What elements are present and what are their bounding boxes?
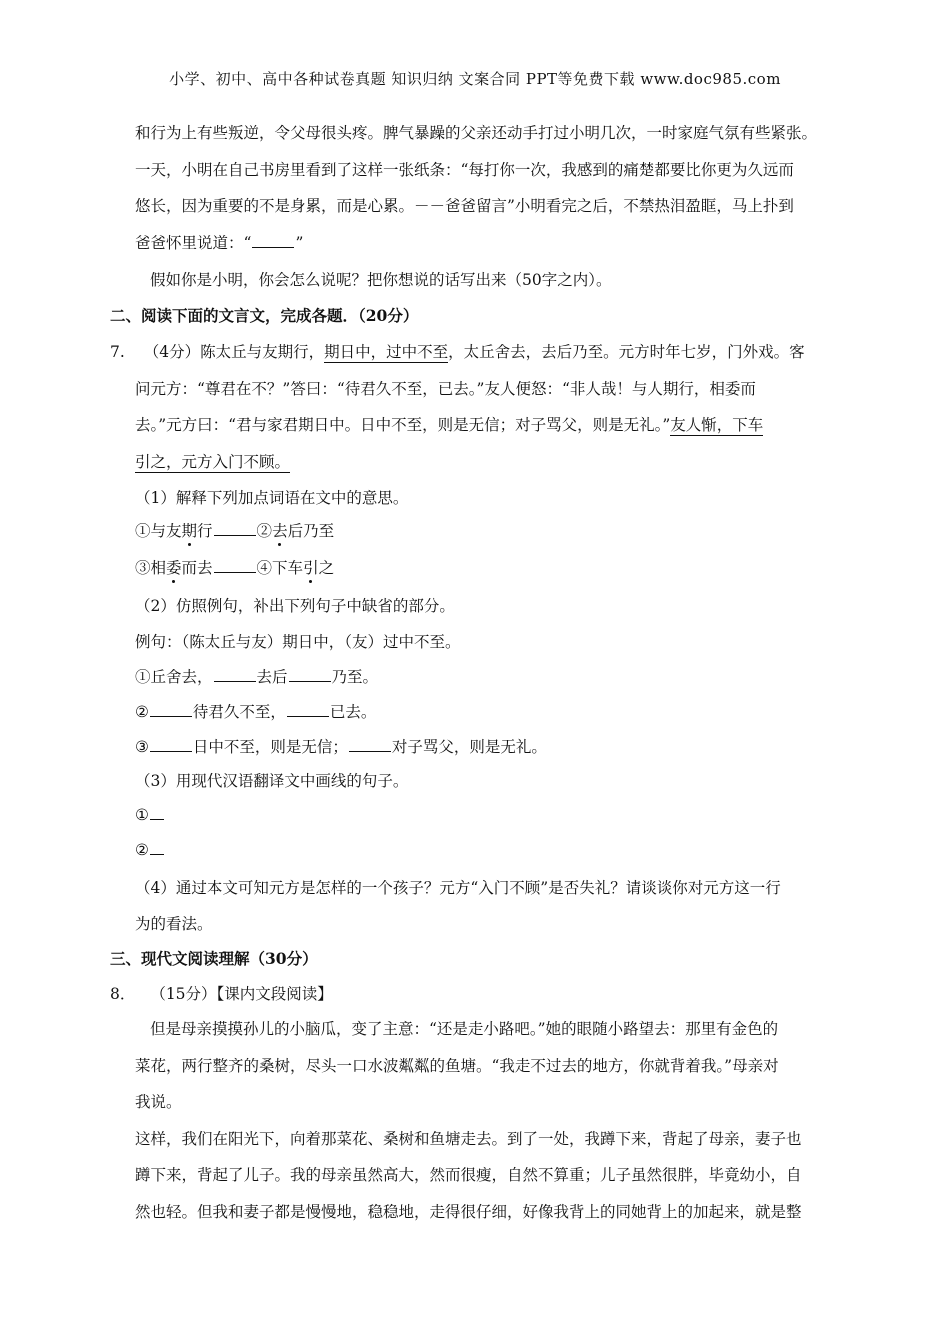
fill-3-c: 对子骂父，则是无礼。 bbox=[391, 738, 547, 756]
fill-1-blank-b[interactable] bbox=[289, 667, 331, 682]
fill-1-b: 去后 bbox=[256, 668, 288, 686]
q7-underlined-sentence-2b: 引之，元方入门不顾。 bbox=[135, 453, 291, 471]
page-header: 小学、初中、高中各种试卷真题 知识归纳 文案合同 PPT等免费下载 www.doc985.com bbox=[169, 70, 781, 88]
q7-sub4-line-2: 为的看法。 bbox=[135, 915, 213, 933]
fill-1-blank-a[interactable] bbox=[214, 667, 256, 682]
q7-line-3 bbox=[135, 413, 763, 435]
word-4-tail: 之 bbox=[318, 559, 335, 577]
q7-line-1 bbox=[110, 340, 805, 362]
q8-para-line-6: 然也轻。但我和妻子都是慢慢地，稳稳地，走得很仔细，好像我背上的同她背上的加起来，就是整 bbox=[135, 1203, 802, 1221]
q7-line-3-text: 去。”元方曰：“君与家君期日中。日中不至，则是无信；对子骂父，则是无礼。” bbox=[135, 416, 671, 434]
q7-sub2: （2）仿照例句，补出下列句子中缺省的部分。 bbox=[135, 597, 455, 615]
fill-2-blank-b[interactable] bbox=[287, 702, 329, 717]
q8-para-line-4: 这样，我们在阳光下，向着那菜花、桑树和鱼塘走去。到了一处，我蹲下来，背起了母亲，妻子也 bbox=[135, 1130, 802, 1148]
word-2-num: ② bbox=[256, 522, 273, 540]
q6-line-3: 悠长，因为重要的不是身累，而是心累。－－爸爸留言”小明看完之后，不禁热泪盈眶，马上扑到 bbox=[135, 197, 794, 215]
q6-line-2: 一天，小明在自己书房里看到了这样一张纸条：“每打你一次，我感到的痛楚都要比你更为久远而 bbox=[135, 161, 794, 179]
section-3-title: 三、现代文阅读理解（30分） bbox=[110, 949, 318, 968]
q7-points-text: （4分）陈太丘与友期行， bbox=[143, 343, 325, 361]
fill-3-b: 日中不至，则是无信； bbox=[192, 738, 348, 756]
q7-fill-2 bbox=[135, 700, 376, 722]
word-3-tail: 而去 bbox=[181, 559, 213, 577]
fill-2-a: ② bbox=[135, 703, 149, 721]
fill-3-blank-a[interactable] bbox=[150, 737, 192, 752]
word-4-text: ④下车 bbox=[256, 559, 304, 577]
q7-example: 例句：（陈太丘与友）期日中，（友）过中不至。 bbox=[135, 633, 461, 651]
q8-para-line-2: 菜花，两行整齐的桑树，尽头一口水波粼粼的鱼塘。“我走不过去的地方，你就背着我。”母亲对 bbox=[135, 1057, 779, 1075]
q7-underlined-sentence-1: 期日中，过中不至 bbox=[324, 343, 449, 361]
q7-words-row-1 bbox=[135, 519, 334, 541]
q7-line-1-rest: ，太丘舍去，去后乃至。元方时年七岁，门外戏。客 bbox=[448, 343, 805, 361]
q8-number: 8． bbox=[110, 985, 136, 1003]
word-2-tail: 后乃至 bbox=[287, 522, 335, 540]
q8-para-line-3: 我说。 bbox=[135, 1093, 182, 1111]
q8-heading bbox=[110, 982, 333, 1004]
q6-line-1: 和行为上有些叛逆，令父母很头疼。脾气暴躁的父亲还动手打过小明几次，一时家庭气氛有些紧张。 bbox=[135, 124, 818, 142]
fill-2-b: 待君久不至， bbox=[192, 703, 286, 721]
word-4-dotted: 引 bbox=[303, 559, 319, 577]
word-3-text: ③相 bbox=[135, 559, 167, 577]
q8-para-line-5: 蹲下来，背起了儿子。我的母亲虽然高大，然而很瘦，自然不算重；儿子虽然很胖，毕竟幼小，自 bbox=[135, 1166, 802, 1184]
word-3-blank[interactable] bbox=[214, 558, 256, 573]
translate-2-blank[interactable] bbox=[150, 840, 164, 855]
q7-fill-1 bbox=[135, 665, 378, 687]
q7-fill-3 bbox=[135, 735, 547, 757]
fill-2-c: 已去。 bbox=[329, 703, 377, 721]
q8-para-line-1: 但是母亲摸摸孙儿的小脑瓜，变了主意：“还是走小路吧。”她的眼随小路望去：那里有金色的 bbox=[150, 1020, 779, 1038]
q6-answer-blank[interactable] bbox=[252, 233, 294, 248]
q6-line-4-close: ” bbox=[295, 234, 304, 252]
q7-line-4 bbox=[135, 450, 290, 472]
q6-line-4-text: 爸爸怀里说道：“ bbox=[135, 234, 252, 252]
word-1-blank[interactable] bbox=[214, 521, 256, 536]
fill-3-blank-b[interactable] bbox=[349, 737, 391, 752]
q7-sub4-line-1: （4）通过本文可知元方是怎样的一个孩子？元方“入门不顾”是否失礼？请谈谈你对元方这一行 bbox=[135, 879, 781, 897]
q8-head-text: （15分）【课内文段阅读】 bbox=[150, 985, 333, 1003]
fill-1-c: 乃至。 bbox=[331, 668, 379, 686]
q7-line-2: 问元方：“尊君在不？”答曰：“待君久不至，已去。”友人便怒：“非人哉！与人期行，相委而 bbox=[135, 380, 756, 398]
fill-2-blank-a[interactable] bbox=[150, 702, 192, 717]
translate-1-num: ① bbox=[135, 806, 149, 824]
word-1-tail: 行 bbox=[197, 522, 213, 540]
q7-sub3: （3）用现代汉语翻译文中画线的句子。 bbox=[135, 772, 409, 790]
word-1-text: ①与友 bbox=[135, 522, 182, 540]
q6-line-4 bbox=[135, 231, 303, 253]
word-3-dotted: 委 bbox=[166, 559, 182, 577]
q7-words-row-2 bbox=[135, 556, 334, 578]
word-1-dotted: 期 bbox=[181, 522, 198, 540]
fill-1-a: ①丘舍去， bbox=[135, 668, 213, 686]
q6-prompt: 假如你是小明，你会怎么说呢？把你想说的话写出来（50字之内）。 bbox=[150, 271, 612, 289]
q7-number: 7. bbox=[110, 343, 125, 361]
section-2-title: 二、阅读下面的文言文，完成各题．（20分） bbox=[110, 306, 419, 325]
translate-2-num: ② bbox=[135, 841, 149, 859]
q7-translate-1 bbox=[135, 805, 165, 824]
word-2-dotted: 去 bbox=[272, 522, 288, 540]
q7-underlined-sentence-2a: 友人惭，下车 bbox=[670, 416, 764, 434]
q7-sub1: （1）解释下列加点词语在文中的意思。 bbox=[135, 489, 409, 507]
fill-3-a: ③ bbox=[135, 738, 149, 756]
q7-translate-2 bbox=[135, 840, 165, 859]
translate-1-blank[interactable] bbox=[150, 805, 164, 820]
